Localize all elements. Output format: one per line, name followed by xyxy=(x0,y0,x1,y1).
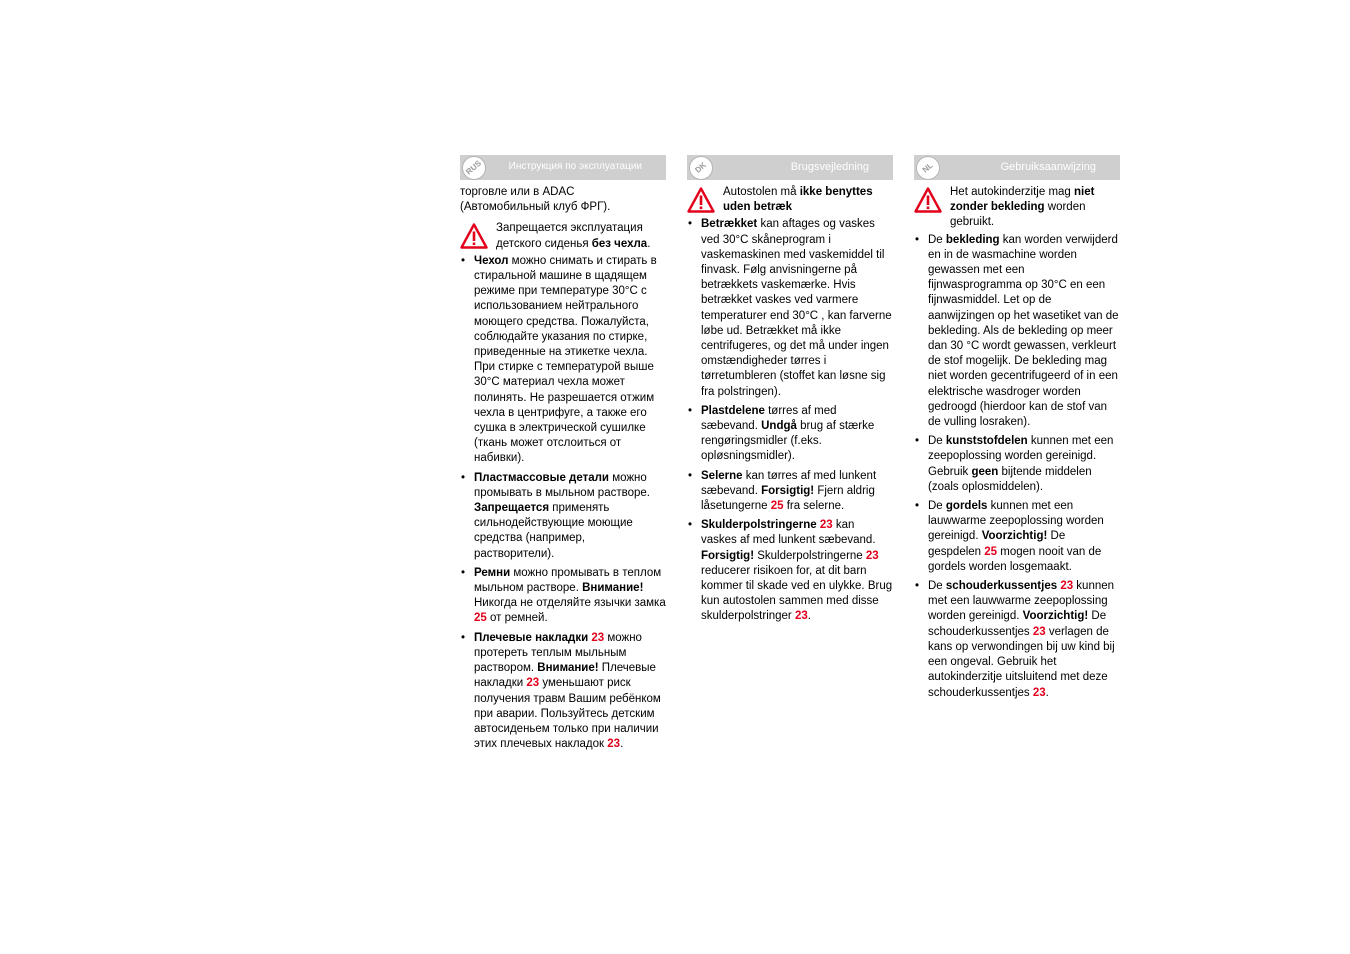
header-bar-nl xyxy=(914,155,1120,180)
list-item: • Betrækket kan aftages og vaskes ved 30°C skåneprogram i vaskemaskinen med vaskemiddel til finvask. Følg anvisningerne på betrækkets vaskemærke. Hvis betrækket vaskes ved varmere temperaturer end 30°C , kan farverne løbe ud. Betrækket må ikke centrifugeres, og det må under ingen omstændigheder tørres i tørretumbleren (stoffet kan løsne sig fra polstringen). xyxy=(687,217,893,399)
header-bar-rus xyxy=(460,155,666,180)
reference-number: 23 xyxy=(794,610,808,623)
list-item: • Чехол можно снимать и стирать в стиральной машине в щадящем режиме при температуре 30°C с использованием нейтрального моющего средства. Пожалуйста, соблюдайте указания по стирке, приведенные на этикетке чехла. При стирке с температурой выше 30°C материал чехла может полинять. Не разрешается отжим чехла в центрифуге, а также его сушка в электрической сушилке (ткань может отслоиться от набивки). xyxy=(460,254,666,467)
language-badge-nl: NL xyxy=(916,156,940,180)
header-title-nl: Gebruiksaanwijzing xyxy=(1000,161,1096,173)
reference-number: 25 xyxy=(984,545,998,558)
reference-number: 23 xyxy=(1060,580,1074,593)
list-item: • Пластмассовые детали можно промывать в мыльном растворе. Запрещается применять сильнодействующие моющие средства (например, растворители). xyxy=(460,471,666,562)
list-item: • Skulderpolstringerne 23 kan vaskes af med lunkent sæbevand. Forsigtig! Skulderpolstringerne 23 reducerer risikoen for, at dit barn kommer til skade ved en ulykke. Brug kun autostolen sammen med disse skulderpolstringer 23. xyxy=(687,518,893,624)
list-item: • Selerne kan tørres af med lunkent sæbevand. Forsigtig! Fjern aldrig låsetungerne 25 fra selerne. xyxy=(687,469,893,515)
warning-triangle-icon xyxy=(914,187,942,213)
reference-number: 23 xyxy=(526,677,540,690)
list-item: • De gordels kunnen met een lauwwarme zeepoplossing worden gereinigd. Voorzichtig! De gespdelen 25 mogen nooit van de gordels worden losgemaakt. xyxy=(914,499,1120,575)
reference-number: 23 xyxy=(607,738,621,751)
language-badge-dk: DK xyxy=(689,156,713,180)
reference-number: 25 xyxy=(770,500,784,513)
warning-block-nl xyxy=(914,185,1120,231)
list-item: • Ремни можно промывать в теплом мыльном растворе. Внимание! Никогда не отделяйте язычки замка 25 от ремней. xyxy=(460,566,666,627)
warning-text-rus: Запрещается эксплуатация детского сиденья без чехла. xyxy=(496,222,651,250)
column-rus xyxy=(460,155,666,756)
warning-triangle-icon xyxy=(460,223,488,249)
warning-text-dk: Autostolen må ikke benyttes uden betræk xyxy=(723,186,873,214)
reference-number: 23 xyxy=(865,549,879,562)
list-item: • De kunststofdelen kunnen met een zeepoplossing worden gereinigd. Gebruik geen bijtende middelen (zoals oplosmiddelen). xyxy=(914,434,1120,495)
header-bar-dk xyxy=(687,155,893,180)
column-nl xyxy=(914,155,1120,705)
list-item: • Plastdelene tørres af med sæbevand. Undgå brug af stærke rengøringsmidler (f.eks. opløsningsmidler). xyxy=(687,404,893,465)
reference-number: 23 xyxy=(1032,625,1046,638)
list-item: • De schouderkussentjes 23 kunnen met een lauwwarme zeepoplossing worden gereinigd. Voorzichtig! De schouderkussentjes 23 verlagen de kans op verwondingen bij uw kind bij een ongeval. Gebruik het autokinderzitje uitsluitend met deze schouderkussentjes 23. xyxy=(914,579,1120,701)
warning-triangle-icon xyxy=(687,187,715,213)
reference-number: 23 xyxy=(819,519,833,532)
warning-block-dk xyxy=(687,185,893,215)
header-title-rus: Инструкция по эксплуатации xyxy=(508,161,642,172)
warning-block-rus xyxy=(460,221,666,251)
reference-number: 23 xyxy=(1032,686,1046,699)
list-item: • Плечевые накладки 23 можно протереть теплым мыльным раствором. Внимание! Плечевые накладки 23 уменьшают риск получения травм Вашим ребёнком при аварии. Пользуйтесь детским автосиденьем только при наличии этих плечевых накладок 23. xyxy=(460,631,666,753)
language-badge-rus: RUS xyxy=(462,156,486,180)
intro-text-rus: торговле или в ADAC (Автомобильный клуб ФРГ). xyxy=(460,186,611,214)
reference-number: 25 xyxy=(474,612,487,625)
header-title-dk: Brugsvejledning xyxy=(790,161,869,173)
warning-text-nl: Het autokinderzitje mag niet zonder bekleding worden gebruikt. xyxy=(950,186,1095,229)
reference-number: 23 xyxy=(591,631,605,644)
column-dk xyxy=(687,155,893,629)
list-item: • De bekleding kan worden verwijderd en in de wasmachine worden gewassen met een fijnwasprogramma op 30°C en een fijnwasmiddel. Let op de aanwijzingen op het wasetiket van de bekleding. Als de bekleding op meer dan 30 °C wordt gewassen, verkleurt de stof mogelijk. De bekleding mag niet worden gecentrifugeerd of in een elektrische wasdroger worden gedroogd (hierdoor kan de stof van de vulling losraken). xyxy=(914,233,1120,431)
